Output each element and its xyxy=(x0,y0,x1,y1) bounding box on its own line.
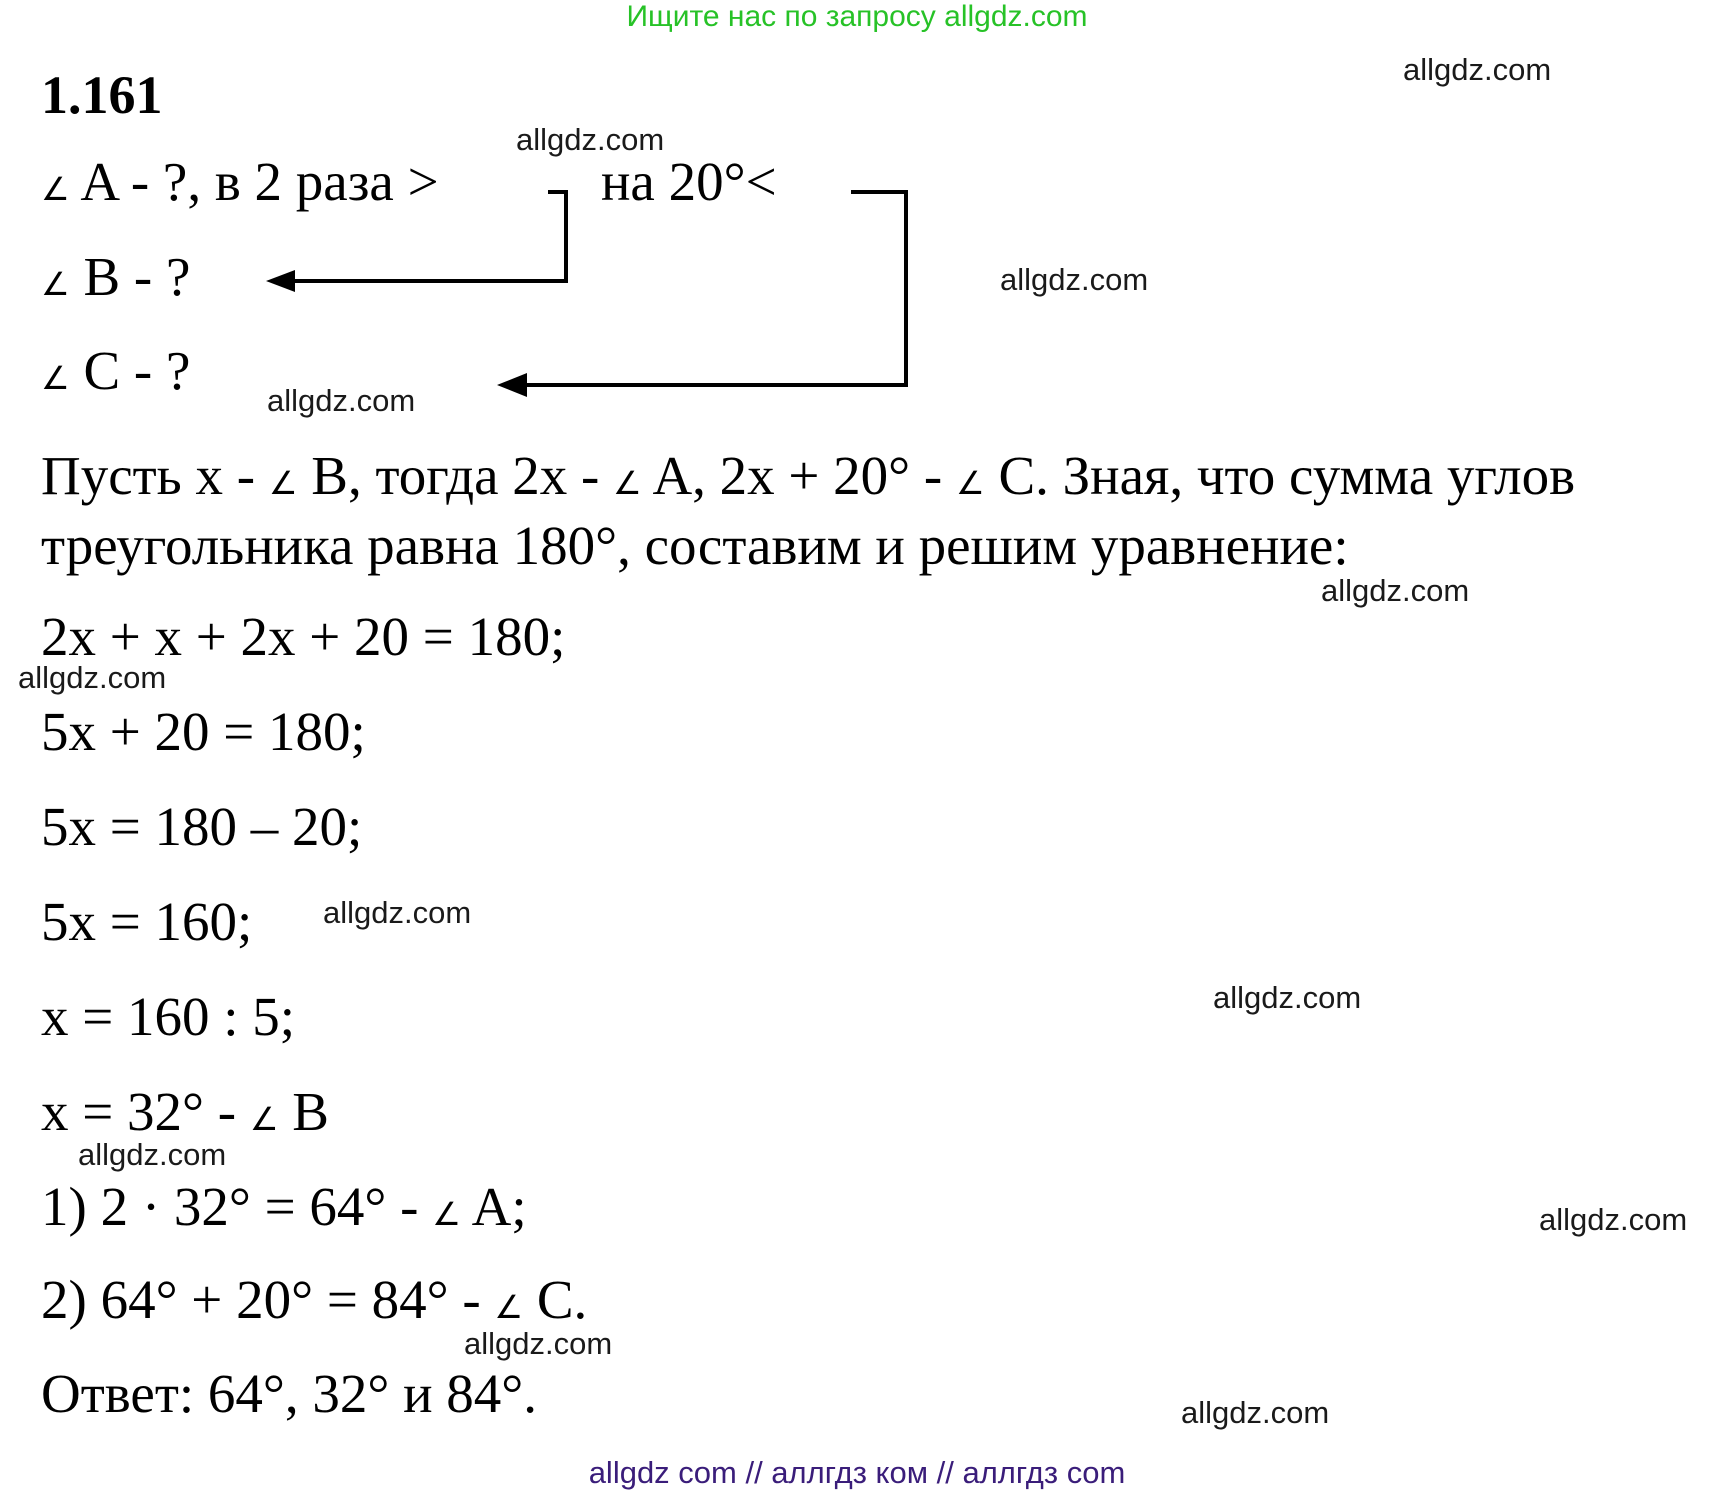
angle-symbol: ∠ xyxy=(41,171,70,207)
intro-text-3: A, 2x + 20° - xyxy=(641,445,956,506)
intro-text-1: Пусть x - xyxy=(41,445,269,506)
solution-intro-line1 xyxy=(41,444,1575,507)
angle-symbol: ∠ xyxy=(432,1196,461,1232)
angle-symbol: ∠ xyxy=(956,465,985,501)
equation-6 xyxy=(41,1080,329,1143)
watermark: allgdz.com xyxy=(464,1326,613,1361)
watermark: allgdz.com xyxy=(1213,980,1362,1015)
step-2-text-2: C. xyxy=(523,1269,588,1330)
watermark: allgdz.com xyxy=(323,895,472,930)
angle-symbol: ∠ xyxy=(613,465,642,501)
watermark: allgdz.com xyxy=(1000,262,1149,297)
arrow-to-angle-c xyxy=(497,192,906,397)
equation-5: x = 160 : 5; xyxy=(41,986,296,1047)
answer: Ответ: 64°, 32° и 84°. xyxy=(41,1363,538,1424)
top-banner: Ищите нас по запросу allgdz.com xyxy=(626,0,1088,33)
watermark: allgdz.com xyxy=(1403,52,1552,87)
step-1-text-2: A; xyxy=(460,1176,527,1237)
step-1-text-1: 1) 2 · 32° = 64° - xyxy=(41,1176,433,1237)
step-2 xyxy=(41,1268,587,1331)
angle-symbol: ∠ xyxy=(249,1101,279,1137)
given-angle-b-text: B - ? xyxy=(69,246,191,307)
solution-intro-line2: треугольника равна 180°, составим и решим уравнение: xyxy=(41,515,1349,576)
watermark: allgdz.com xyxy=(516,122,665,157)
given-angle-c-note: на 20°< xyxy=(601,151,777,212)
watermark: allgdz.com xyxy=(1321,573,1470,608)
equation-3: 5x = 180 – 20; xyxy=(41,796,363,857)
equation-1: 2x + x + 2x + 20 = 180; xyxy=(41,606,566,667)
equation-6-text-1: x = 32° - xyxy=(41,1081,250,1142)
given-angle-a-text: A - ?, в 2 раза > xyxy=(69,151,439,212)
step-2-text-1: 2) 64° + 20° = 84° - xyxy=(41,1269,495,1330)
watermark: allgdz.com xyxy=(267,383,416,418)
watermark: allgdz.com xyxy=(1539,1202,1688,1237)
angle-symbol: ∠ xyxy=(41,266,70,302)
problem-number: 1.161 xyxy=(41,65,163,125)
angle-symbol: ∠ xyxy=(268,465,298,501)
watermark: allgdz.com xyxy=(18,660,167,695)
equation-2: 5x + 20 = 180; xyxy=(41,701,366,762)
intro-text-4: C. Зная, что сумма углов xyxy=(984,445,1576,506)
angle-symbol: ∠ xyxy=(494,1289,524,1325)
angle-symbol: ∠ xyxy=(41,360,70,396)
step-1 xyxy=(41,1175,527,1238)
watermark: allgdz.com xyxy=(1181,1395,1330,1430)
arrow-to-angle-b xyxy=(266,192,566,292)
equation-6-text-2: B xyxy=(278,1081,329,1142)
watermark: allgdz.com xyxy=(78,1137,227,1172)
given-angle-c-text: C - ? xyxy=(69,340,191,401)
equation-4: 5x = 160; xyxy=(41,891,253,952)
footer-text: allgdz com // аллгдз ком // аллгдз com xyxy=(588,1455,1126,1490)
intro-text-2: B, тогда 2x - xyxy=(297,445,614,506)
